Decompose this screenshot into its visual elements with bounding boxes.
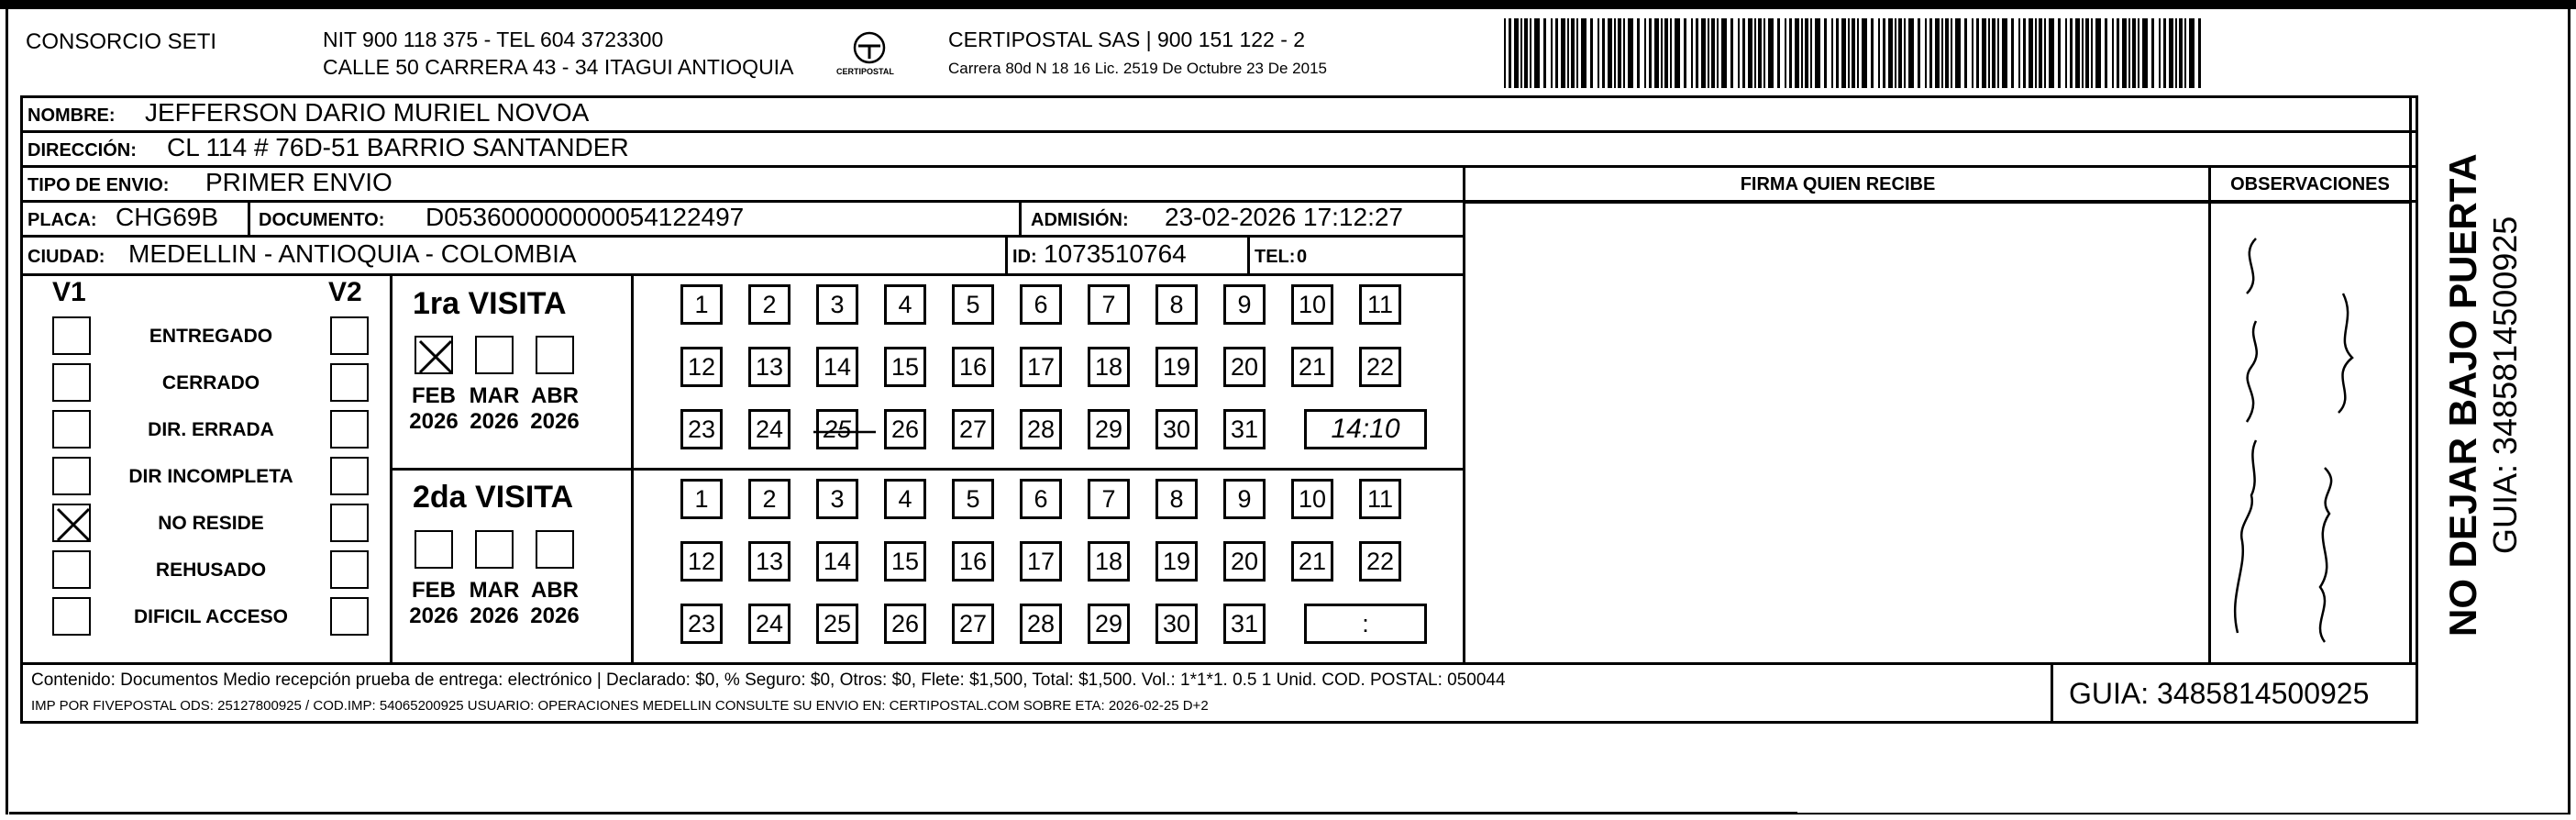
- day-box[interactable]: 3: [816, 284, 858, 325]
- day-box[interactable]: 23: [680, 409, 723, 449]
- day-box[interactable]: 24: [748, 604, 790, 644]
- observaciones-handwriting: [2235, 238, 2352, 642]
- month-label: ABR: [531, 578, 579, 603]
- month-label: FEB: [412, 383, 456, 408]
- time-box[interactable]: :: [1304, 604, 1427, 644]
- day-box[interactable]: 16: [952, 541, 994, 582]
- tipo-label: TIPO DE ENVIO:: [28, 175, 170, 195]
- month-block: [526, 383, 583, 434]
- placa-label: PLACA:: [28, 210, 97, 230]
- year-label: 2026: [409, 603, 459, 628]
- year-label: 2026: [530, 603, 580, 628]
- admision-value: 23-02-2026 17:12:27: [1165, 203, 1403, 231]
- strike-mark-icon: [819, 412, 883, 452]
- status-label: CERRADO: [161, 372, 260, 393]
- company-name: CONSORCIO SETI: [26, 29, 217, 54]
- day-box[interactable]: 6: [1020, 284, 1062, 325]
- year-label: 2026: [470, 408, 519, 434]
- time-box[interactable]: 14:10: [1304, 409, 1427, 449]
- month-checkbox[interactable]: [415, 530, 453, 569]
- month-checkbox[interactable]: [536, 336, 574, 374]
- placa-value: CHG69B: [116, 203, 219, 231]
- year-label: 2026: [530, 408, 580, 434]
- check-mark-icon: [416, 338, 455, 376]
- tipo-value: PRIMER ENVIO: [205, 168, 392, 196]
- address-text: CALLE 50 CARRERA 43 - 34 ITAGUI ANTIOQUIA: [323, 55, 794, 79]
- ciudad-value: MEDELLIN - ANTIOQUIA - COLOMBIA: [128, 239, 577, 268]
- footer-guia: GUIA: 3485814500925: [2069, 677, 2370, 710]
- direccion-value: CL 114 # 76D-51 BARRIO SANTANDER: [167, 133, 629, 161]
- day-box[interactable]: 23: [680, 604, 723, 644]
- day-box[interactable]: 17: [1020, 541, 1062, 582]
- day-box[interactable]: 14: [816, 347, 858, 387]
- day-box[interactable]: 26: [884, 409, 926, 449]
- day-box[interactable]: 28: [1020, 604, 1062, 644]
- v1-label: V1: [52, 277, 86, 307]
- check-mark-icon: [54, 505, 93, 544]
- day-box[interactable]: [816, 409, 858, 449]
- second-visit-title: 2da VISITA: [413, 480, 574, 515]
- logo-text: CERTIPOSTAL: [836, 67, 894, 76]
- day-box[interactable]: 22: [1359, 347, 1401, 387]
- day-box[interactable]: 6: [1020, 479, 1062, 519]
- firma-header: FIRMA QUIEN RECIBE: [1740, 174, 1936, 194]
- month-label: FEB: [412, 578, 456, 603]
- day-box[interactable]: 3: [816, 479, 858, 519]
- status-label: REHUSADO: [155, 560, 267, 581]
- day-box[interactable]: 12: [680, 541, 723, 582]
- month-checkbox[interactable]: [536, 530, 574, 569]
- day-box[interactable]: 19: [1155, 347, 1198, 387]
- day-box[interactable]: 20: [1223, 541, 1266, 582]
- day-box[interactable]: 5: [952, 479, 994, 519]
- month-block: [466, 383, 523, 434]
- month-checkbox[interactable]: [415, 336, 453, 374]
- day-box[interactable]: 18: [1088, 347, 1130, 387]
- documento-label: DOCUMENTO:: [259, 210, 385, 230]
- v2-checkbox[interactable]: [330, 550, 369, 589]
- ciudad-label: CIUDAD:: [28, 247, 105, 267]
- day-box[interactable]: 9: [1223, 284, 1266, 325]
- day-box[interactable]: 4: [884, 479, 926, 519]
- year-label: 2026: [409, 408, 459, 434]
- year-label: 2026: [470, 603, 519, 628]
- id-label: ID:: [1012, 247, 1037, 267]
- month-label: ABR: [531, 383, 579, 408]
- day-box[interactable]: 31: [1223, 604, 1266, 644]
- day-box[interactable]: 24: [748, 409, 790, 449]
- day-box[interactable]: 1: [680, 284, 723, 325]
- day-box[interactable]: 1: [680, 479, 723, 519]
- month-checkbox[interactable]: [475, 336, 514, 374]
- day-box[interactable]: 26: [884, 604, 926, 644]
- month-label: MAR: [469, 383, 520, 408]
- documento-value: D053600000000054122497: [426, 203, 745, 231]
- status-label: NO RESIDE: [158, 513, 264, 534]
- day-box[interactable]: 27: [952, 604, 994, 644]
- day-box[interactable]: 19: [1155, 541, 1198, 582]
- day-box[interactable]: 4: [884, 284, 926, 325]
- status-label: ENTREGADO: [149, 326, 273, 347]
- imp-text: IMP POR FIVEPOSTAL ODS: 25127800925 / COD.IMP: 54065200925 USUARIO: OPERACIONES MEDELLIN CONSULTE SU ENVIO EN: CERTIPOSTAL.COM SOBRE ETA: 2026-02-25 D+2: [31, 698, 1209, 714]
- id-value: 1073510764: [1044, 239, 1187, 268]
- day-box[interactable]: 25: [816, 604, 858, 644]
- day-box[interactable]: 18: [1088, 541, 1130, 582]
- month-block: [526, 578, 583, 628]
- day-box[interactable]: 2: [748, 284, 790, 325]
- day-box[interactable]: 30: [1155, 604, 1198, 644]
- day-box[interactable]: 15: [884, 347, 926, 387]
- v1-checkbox[interactable]: [52, 363, 91, 402]
- month-checkbox[interactable]: [475, 530, 514, 569]
- day-box[interactable]: 10: [1291, 284, 1333, 325]
- day-box[interactable]: 11: [1359, 479, 1401, 519]
- v2-checkbox[interactable]: [330, 504, 369, 542]
- day-box[interactable]: 5: [952, 284, 994, 325]
- v2-checkbox[interactable]: [330, 363, 369, 402]
- admision-label: ADMISIÓN:: [1031, 210, 1129, 230]
- month-block: [405, 383, 462, 434]
- status-label: DIR. ERRADA: [148, 419, 274, 440]
- right-panel: [2414, 95, 2566, 662]
- day-box[interactable]: 8: [1155, 479, 1198, 519]
- day-box[interactable]: 29: [1088, 604, 1130, 644]
- day-box[interactable]: 10: [1291, 479, 1333, 519]
- nit-text: NIT 900 118 375 - TEL 604 3723300: [323, 28, 664, 51]
- side-guia-text: GUIA: 3485814500925: [2486, 216, 2524, 554]
- v1-checkbox[interactable]: [52, 410, 91, 449]
- day-box[interactable]: 31: [1223, 409, 1266, 449]
- day-box[interactable]: 11: [1359, 284, 1401, 325]
- day-box[interactable]: 13: [748, 347, 790, 387]
- certipostal-name: CERTIPOSTAL SAS | 900 151 122 - 2: [948, 28, 1306, 51]
- day-box[interactable]: 16: [952, 347, 994, 387]
- v2-checkbox[interactable]: [330, 457, 369, 495]
- day-box[interactable]: 12: [680, 347, 723, 387]
- day-box[interactable]: 22: [1359, 541, 1401, 582]
- day-box[interactable]: 13: [748, 541, 790, 582]
- day-box[interactable]: 17: [1020, 347, 1062, 387]
- certipostal-license: Carrera 80d N 18 16 Lic. 2519 De Octubre 23 De 2015: [948, 60, 1327, 77]
- day-box[interactable]: 29: [1088, 409, 1130, 449]
- status-label: DIR INCOMPLETA: [128, 466, 293, 487]
- day-box[interactable]: 27: [952, 409, 994, 449]
- tel-label: TEL:: [1255, 247, 1296, 267]
- v1-checkbox[interactable]: [52, 597, 91, 636]
- day-box[interactable]: 14: [816, 541, 858, 582]
- day-box[interactable]: 9: [1223, 479, 1266, 519]
- day-box[interactable]: 7: [1088, 479, 1130, 519]
- status-label: DIFICIL ACCESO: [133, 606, 288, 627]
- day-box[interactable]: 7: [1088, 284, 1130, 325]
- day-box[interactable]: 30: [1155, 409, 1198, 449]
- contenido-text: Contenido: Documentos Medio recepción prueba de entrega: electrónico | Declarado: $0, % Seguro: $0, Otros: $0, Flete: $1,500, Total: $1,500. Vol.: 1*1*1. 0.5 1 Unid. COD. POSTAL: 050044: [31, 670, 1506, 690]
- v2-checkbox[interactable]: [330, 410, 369, 449]
- day-box-value: 25: [823, 416, 852, 443]
- day-box[interactable]: 15: [884, 541, 926, 582]
- no-dejar-text: NO DEJAR BAJO PUERTA: [2441, 153, 2484, 637]
- v1-checkbox[interactable]: [52, 316, 91, 355]
- nombre-value: JEFFERSON DARIO MURIEL NOVOA: [145, 98, 590, 127]
- day-box[interactable]: 28: [1020, 409, 1062, 449]
- v1-checkbox[interactable]: [52, 457, 91, 495]
- v1-checkbox[interactable]: [52, 550, 91, 589]
- month-block: [466, 578, 523, 628]
- month-block: [405, 578, 462, 628]
- day-box[interactable]: 21: [1291, 541, 1333, 582]
- v2-checkbox[interactable]: [330, 316, 369, 355]
- tel-value: 0: [1297, 247, 1308, 267]
- first-visit-title: 1ra VISITA: [413, 286, 567, 321]
- v1-checkbox[interactable]: [52, 504, 91, 542]
- month-label: MAR: [469, 578, 520, 603]
- day-box[interactable]: 20: [1223, 347, 1266, 387]
- day-box[interactable]: 8: [1155, 284, 1198, 325]
- v2-checkbox[interactable]: [330, 597, 369, 636]
- nombre-label: NOMBRE:: [28, 105, 116, 126]
- observaciones-header: OBSERVACIONES: [2230, 174, 2390, 194]
- day-box[interactable]: 2: [748, 479, 790, 519]
- day-box[interactable]: 21: [1291, 347, 1333, 387]
- direccion-label: DIRECCIÓN:: [28, 140, 137, 161]
- v2-label: V2: [328, 277, 362, 307]
